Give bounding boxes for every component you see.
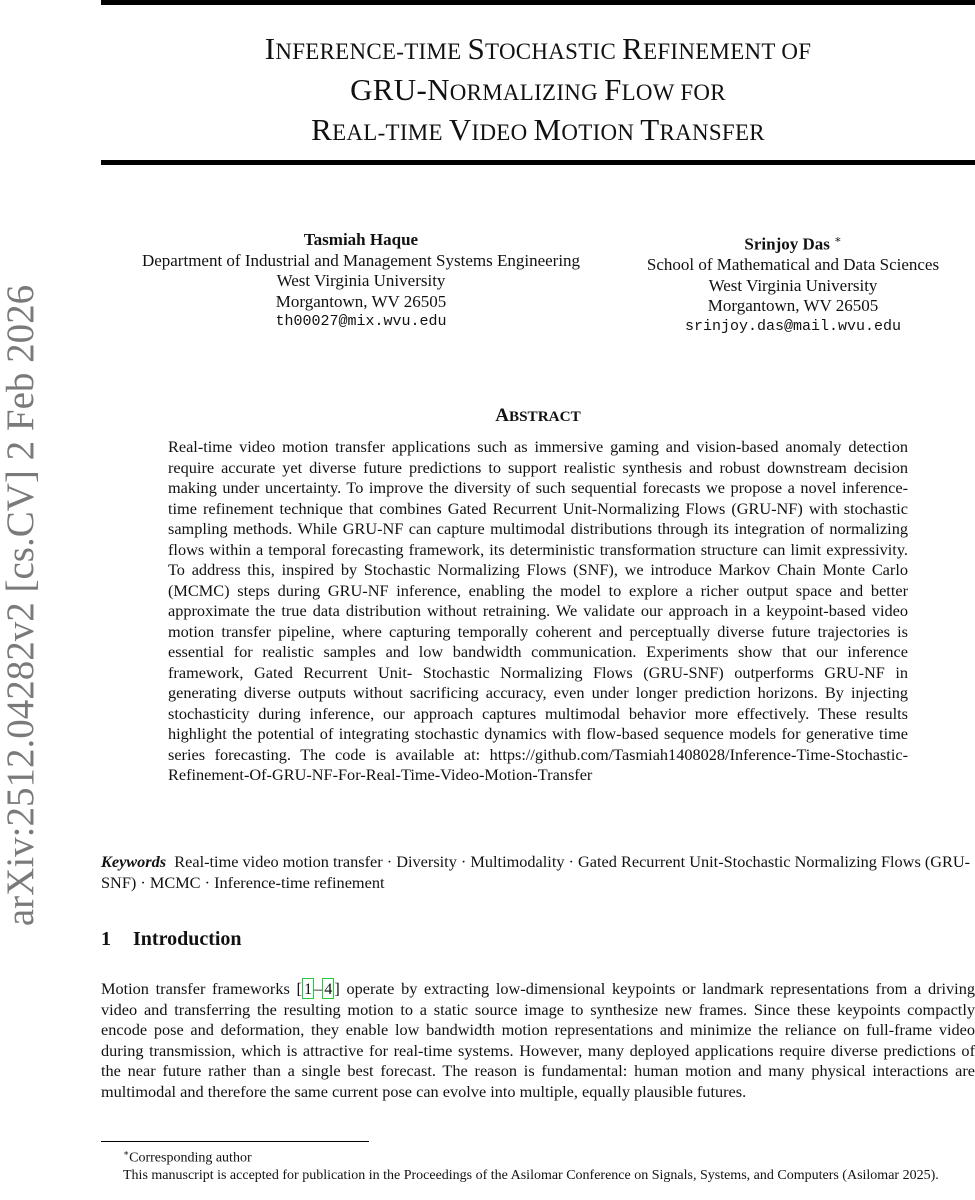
author-affiliation: School of Mathematical and Data Sciences bbox=[646, 255, 940, 275]
footnote-corresponding-author: ∗Corresponding author bbox=[123, 1148, 252, 1166]
author-email: srinjoy.das@mail.wvu.edu bbox=[684, 317, 902, 335]
keywords bbox=[101, 852, 975, 893]
introduction-paragraph: Motion transfer frameworks [ 1 – 4 ] operate by extracting low-dimensional keypoints or landmark representations from a driving video and transferring the resulting motion to a static source image to synthesize new frames. Since these keypoints compactly encode pose and deformation, they enable low bandwidth motion representations and minimize the reliance on full-frame video during transmission, which is attractive for real-time systems. However, many deployed applications require diverse predictions of the near future rather than a single best forecast. The reason is fundamental: human motion and many physical interactions are multimodal and therefore the same current pose can evolve into multiple, equally plausible futures. bbox=[101, 979, 975, 1101]
author-block-1 bbox=[101, 230, 621, 333]
footnote-publication-note: This manuscript is accepted for publication in the Proceedings of the Asilomar Conference on Signals, Systems, and Computers (Asilomar 2025). bbox=[123, 1167, 939, 1183]
citation-link-1[interactable]: 1 bbox=[303, 979, 313, 998]
author-block-2 bbox=[628, 230, 958, 337]
keywords-text: Real-time video motion transfer · Diversity · Multimodality · Gated Recurrent Unit-Stochastic Normalizing Flows (GRU-SNF) · MCMC · Inference-time refinement bbox=[101, 852, 971, 892]
keywords-label: Keywords bbox=[101, 852, 167, 871]
arxiv-identifier-stamp bbox=[0, 270, 43, 940]
section-heading-introduction bbox=[101, 928, 242, 951]
author-name: Srinjoy Das ∗ bbox=[744, 234, 842, 254]
arxiv-identifier-text: arXiv:2512.04282v2 [cs.CV] 2 Feb 2026 bbox=[0, 284, 43, 926]
author-institution: West Virginia University bbox=[276, 271, 446, 290]
title-line-1: INFERENCE-TIME STOCHASTIC REFINEMENT OF bbox=[264, 31, 812, 66]
abstract-text: Real-time video motion transfer applications such as immersive gaming and vision-based anomaly detection require accurate yet diverse future predictions to support realistic synthesis and robust downstream decision making under uncertainty. To improve the diversity of such sequential forecasts we propose a novel inference-time refinement technique that combines Gated Recurrent Unit-Normalizing Flows (GRU-NF) with stochastic sampling methods. While GRU-NF can capture multimodal distributions through its integration of normalizing flows within a temporal forecasting framework, its deterministic transformation structure can limit expressivity. To address this, inspired by Stochastic Normalizing Flows (SNF), we introduce Markov Chain Monte Carlo (MCMC) steps during GRU-NF inference, enabling the model to explore a richer output space and better approximate the true data distribution without retraining. We validate our approach in a keypoint-based video motion transfer pipeline, where capturing temporally coherent and perceptually diverse future trajectories is essential for realistic samples and low bandwidth communication. Experiments show that our inference framework, Gated Recurrent Unit- Stochastic Normalizing Flows (GRU-SNF) outperforms GRU-NF in generating diverse outputs without sacrificing accuracy, even under longer prediction horizons. By injecting stochasticity during inference, our approach captures multimodal behavior more effectively. These results highlight the potential of integrating stochastic dynamics with flow-based sequence models for generative time series forecasting. The code is available at: https://github.com/Tasmiah1408028/Inference-Time-Stochastic-Refinement-Of-GRU-NF-For-Real-Time-Video-Motion-Transfer bbox=[168, 437, 908, 784]
title-bottom-rule bbox=[101, 160, 975, 165]
abstract-heading: ABSTRACT bbox=[495, 405, 581, 426]
title-line-3: REAL-TIME VIDEO MOTION TRANSFER bbox=[311, 112, 765, 147]
section-title: Introduction bbox=[133, 928, 242, 950]
author-location: Morgantown, WV 26505 bbox=[707, 296, 879, 316]
author-name: Tasmiah Haque bbox=[303, 230, 419, 249]
author-institution: West Virginia University bbox=[708, 275, 878, 295]
author-affiliation: Department of Industrial and Management Systems Engineering bbox=[141, 250, 581, 270]
title-top-rule bbox=[101, 0, 975, 5]
author-email: th00027@mix.wvu.edu bbox=[275, 313, 447, 330]
section-number: 1 bbox=[101, 928, 111, 950]
title-line-2: GRU-NORMALIZING FLOW FOR bbox=[350, 71, 726, 107]
footnotes bbox=[101, 1145, 975, 1184]
corresponding-author-mark: ∗ bbox=[834, 234, 842, 246]
author-location: Morgantown, WV 26505 bbox=[275, 291, 447, 311]
citation-link-4[interactable]: 4 bbox=[324, 979, 333, 998]
paper-title bbox=[101, 30, 975, 152]
footnote-rule bbox=[101, 1141, 369, 1142]
